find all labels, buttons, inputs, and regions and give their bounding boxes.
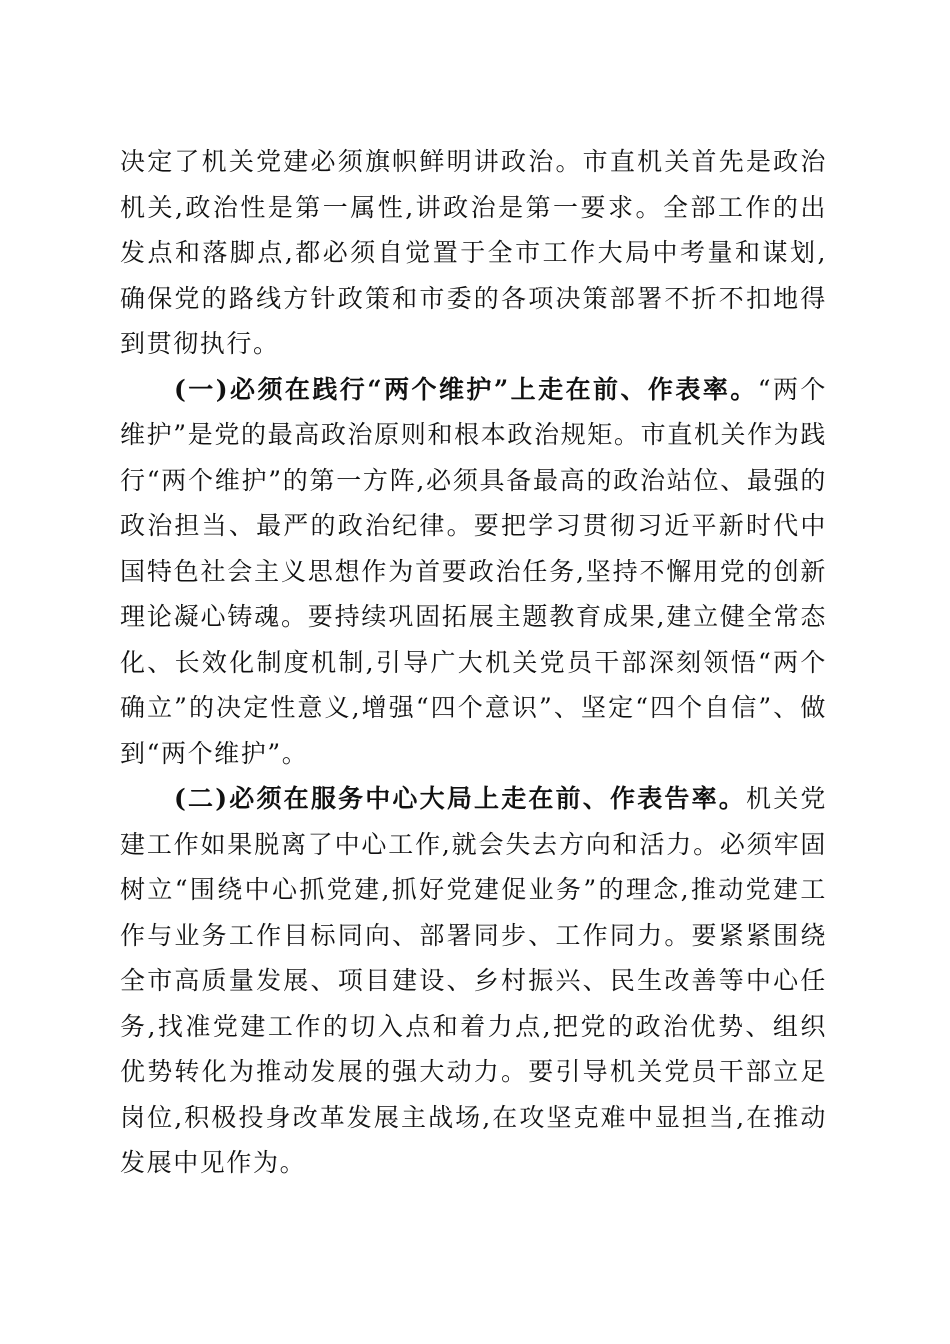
section-2-paragraph bbox=[120, 776, 827, 1186]
section-2-heading: (二)必须在服务中心大局上走在前、作表告率。 bbox=[174, 784, 746, 813]
section-1-heading: (一)必须在践行“两个维护”上走在前、作表率。 bbox=[174, 374, 758, 404]
section-1-body: “两个维护”是党的最高政治原则和根本政治规矩。市直机关作为践行“两个维护”的第一方阵,必须具备最高的政治站位、最强的政治担当、最严的政治纪律。要把学习贯彻习近平新时代中国特色社会主义思想作为首要政治任务,坚持不懈用党的创新理论凝心铸魂。要持续巩固拓展主题教育成果,建立健全常态化、长效化制度机制,引导广大机关党员干部深刻领悟“两个确立”的决定性意义,增强“四个意识”、坚定“四个自信”、做到“两个维护”。 bbox=[120, 374, 827, 768]
intro-paragraph: 决定了机关党建必须旗帜鲜明讲政治。市直机关首先是政治机关,政治性是第一属性,讲政治是第一要求。全部工作的出发点和落脚点,都必须自觉置于全市工作大局中考量和谋划,确保党的路线方针政策和市委的各项决策部署不折不扣地得到贯彻执行。 bbox=[120, 147, 827, 358]
document-page bbox=[120, 139, 827, 1186]
section-2-body: 机关党建工作如果脱离了中心工作,就会失去方向和活力。必须牢固树立“围绕中心抓党建,抓好党建促业务”的理念,推动党建工作与业务工作目标同向、部署同步、工作同力。要紧紧围绕全市高质量发展、项目建设、乡村振兴、民生改善等中心任务,找准党建工作的切入点和着力点,把党的政治优势、组织优势转化为推动发展的强大动力。要引导机关党员干部立足岗位,积极投身改革发展主战场,在攻坚克难中显担当,在推动发展中见作为。 bbox=[120, 784, 827, 1177]
section-1-paragraph bbox=[120, 367, 827, 777]
